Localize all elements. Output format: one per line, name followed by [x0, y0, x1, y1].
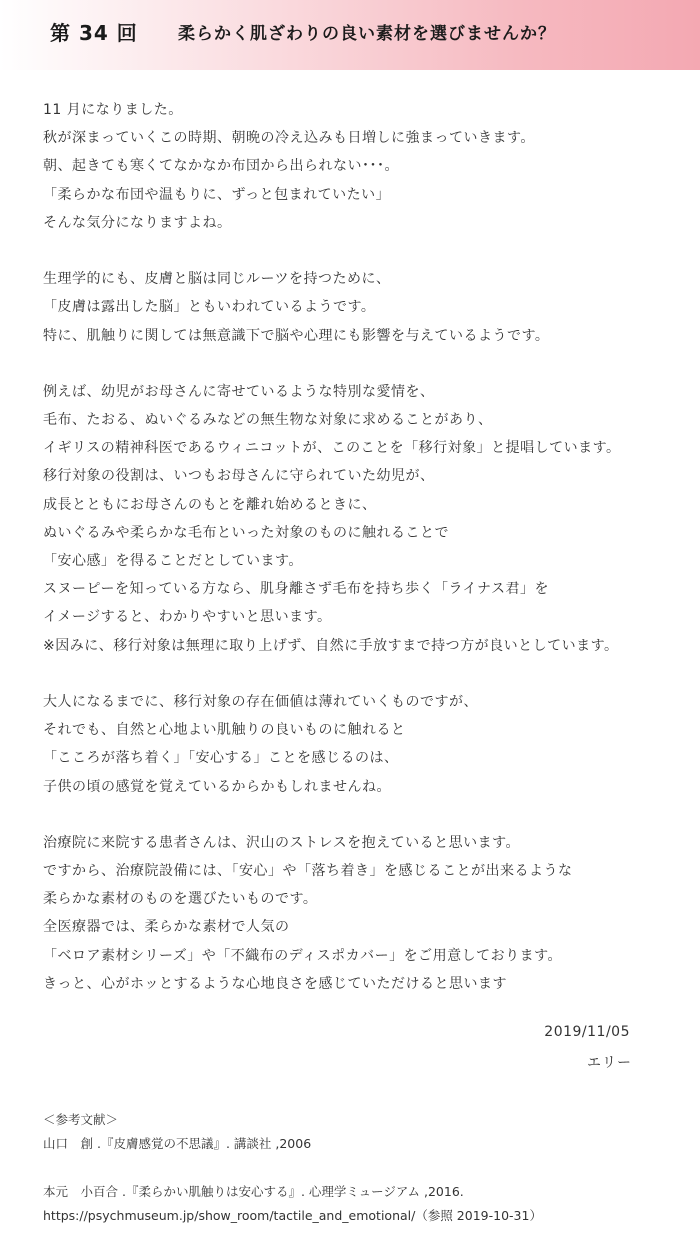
post-date: 2019/11/05 — [544, 1024, 630, 1040]
text-line: 全医療器では、柔らかな素材で人気の — [43, 919, 290, 936]
article-body — [43, 96, 693, 998]
paragraph-gap — [43, 801, 693, 829]
page-header — [0, 0, 700, 70]
text-line: 特に、肌触りに関しては無意識下で脳や心理にも影響を与えているようです。 — [43, 327, 550, 344]
text-line: 秋が深まっていくこの時期、朝晩の冷え込みも日増しに強まっていきます。 — [43, 130, 535, 147]
text-line: 「こころが落ち着く」「安心する」ことを感じるのは、 — [43, 750, 399, 767]
text-line: 大人になるまでに、移行対象の存在価値は薄れていくものですが、 — [43, 693, 478, 710]
text-line: 治療院に来院する患者さんは、沢山のストレスを抱えていると思います。 — [43, 834, 520, 851]
paragraph-gap — [43, 660, 693, 688]
references — [43, 1108, 693, 1228]
text-line: 例えば、幼児がお母さんに寄せているような特別な愛情を、 — [43, 383, 435, 400]
reference-line: https://psychmuseum.jp/show_room/tactile_and_emotional/（参照 2019-10-31） — [43, 1208, 542, 1223]
paragraph-gap — [43, 237, 693, 265]
text-line: 「ベロア素材シリーズ」や「不織布のディスポカバー」をご用意しております。 — [43, 947, 563, 964]
paragraph-gap — [43, 350, 693, 378]
text-line: ですから、治療院設備には、「安心」や「落ち着き」を感じることが出来るような — [43, 863, 573, 880]
text-line: イギリスの精神科医であるウィニコットが、このことを「移行対象」と提唱しています。 — [43, 440, 621, 457]
text-line: ※因みに、移行対象は無理に取り上げず、自然に手放すまで持つ方が良いとしています。 — [43, 637, 619, 654]
reference-line: 本元 小百合 .『柔らかい肌触りは安心する』. 心理学ミュージアム ,2016. — [43, 1184, 464, 1199]
text-line: 朝、起きても寒くてなかなか布団から出られない･･･。 — [43, 158, 399, 175]
text-line: 「皮膚は露出した脳」ともいわれているようです。 — [43, 299, 376, 316]
text-line: 移行対象の役割は、いつもお母さんに守られていた幼児が、 — [43, 468, 435, 485]
text-line: 子供の頃の感覚を覚えているからかもしれませんね。 — [43, 778, 391, 795]
references-heading: ＜参考文献＞ — [43, 1112, 119, 1127]
text-line: イメージすると、わかりやすいと思います。 — [43, 609, 332, 626]
text-line: 11 月になりました。 — [43, 102, 183, 118]
episode-number: 第 34 回 — [50, 21, 138, 45]
paragraph — [43, 688, 693, 801]
text-line: きっと、心がホッとするような心地良さを感じていただけると思います — [43, 975, 507, 992]
text-line: 成長とともにお母さんのもとを離れ始めるときに、 — [43, 496, 377, 513]
paragraph — [43, 378, 693, 660]
author-name: エリー — [587, 1055, 632, 1071]
text-line: 「柔らかな布団や温もりに、ずっと包まれていたい」 — [43, 186, 391, 203]
text-line: 生理学的にも、皮膚と脳は同じルーツを持つために、 — [43, 271, 391, 288]
text-line: それでも、自然と心地よい肌触りの良いものに触れると — [43, 722, 406, 739]
text-line: スヌーピーを知っている方なら、肌身離さず毛布を持ち歩く「ライナス君」を — [43, 581, 549, 598]
paragraph — [43, 829, 693, 998]
paragraph — [43, 265, 693, 350]
text-line: そんな気分になりますよね。 — [43, 214, 232, 231]
text-line: ぬいぐるみや柔らかな毛布といった対象のものに触れることで — [43, 524, 449, 541]
reference-line: 山口 創 .『皮膚感覚の不思議』. 講談社 ,2006 — [43, 1136, 312, 1151]
text-line: 柔らかな素材のものを選びたいものです。 — [43, 891, 318, 908]
paragraph — [43, 96, 693, 237]
text-line: 毛布、たおる、ぬいぐるみなどの無生物な対象に求めることがあり、 — [43, 412, 493, 429]
reference-gap — [43, 1156, 693, 1180]
page-title: 柔らかく肌ざわりの良い素材を選びませんか？ — [178, 24, 556, 44]
text-line: 「安心感」を得ることだとしています。 — [43, 553, 303, 569]
